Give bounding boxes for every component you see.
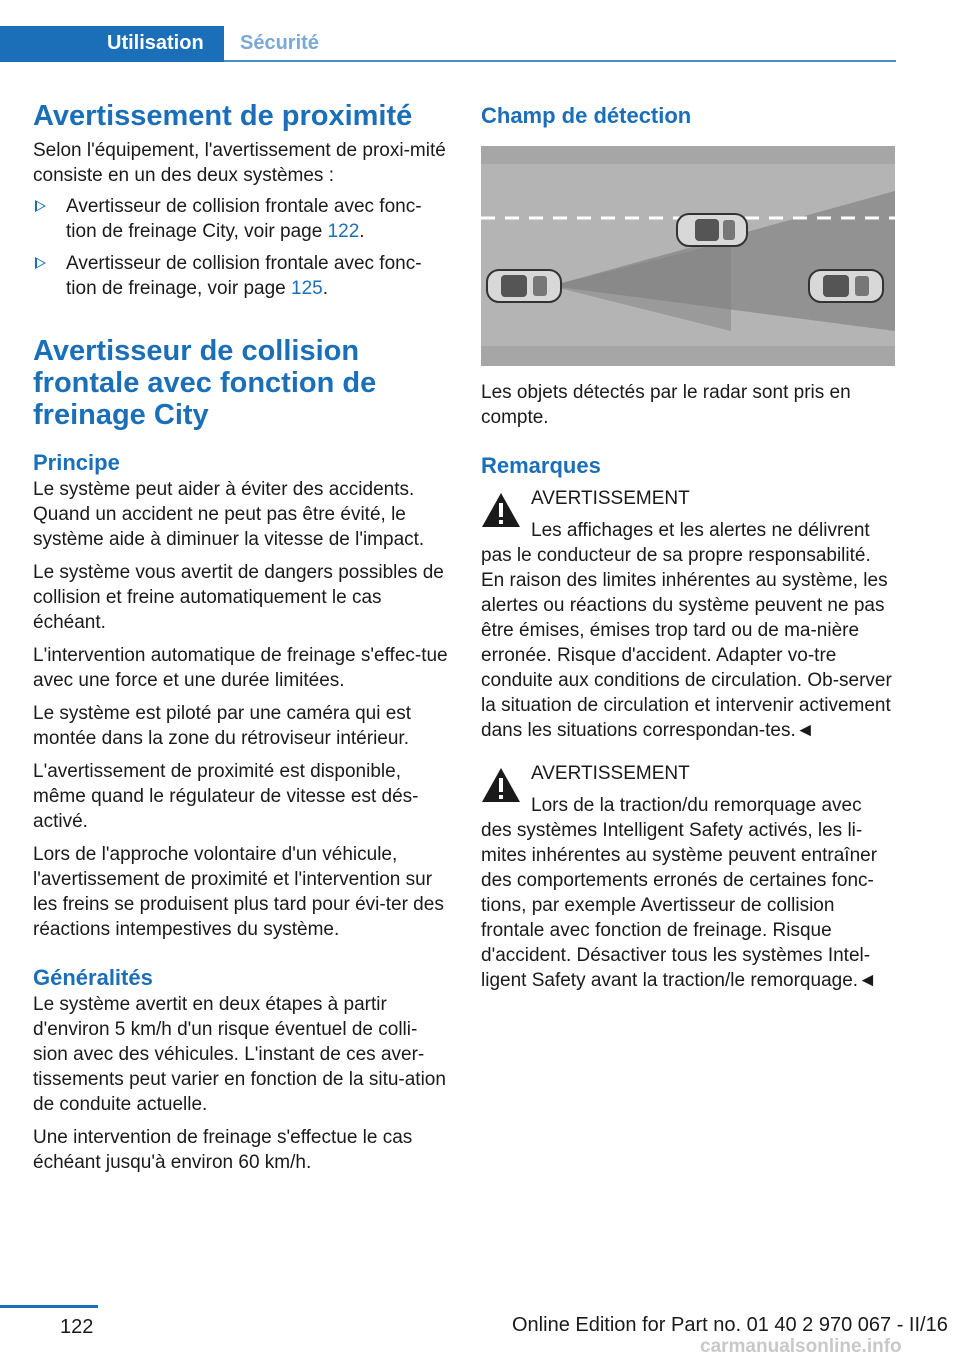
paragraph: L'intervention automatique de freinage s'effec-tue avec une force et une durée limitées.: [33, 645, 448, 691]
car-ahead-same-lane: [809, 270, 883, 302]
paragraph: Le système vous avertit de dangers possibles de collision et freine automatiquement le cas échéant.: [33, 562, 444, 633]
tab-securite[interactable]: Sécurité: [240, 32, 319, 54]
detection-field-illustration: [481, 146, 895, 366]
tab-utilisation[interactable]: [0, 26, 224, 62]
heading-champ-detection: Champ de détection: [481, 103, 692, 128]
paragraph: Le système peut aider à éviter des accidents. Quand un accident ne peut pas être évité, le système aide à diminuer la vitesse de l'impact.: [33, 479, 425, 550]
watermark: carmanualsonline.info: [700, 1336, 902, 1357]
warning-text: [481, 793, 897, 993]
bullet-triangle-icon: [35, 200, 46, 212]
paragraph: Une intervention de freinage s'effectue le cas échéant jusqu'à environ 60 km/h.: [33, 1127, 413, 1173]
intro-paragraph: Selon l'équipement, l'avertissement de proxi-mité consiste en un des deux systèmes :: [33, 140, 446, 186]
page-number-bar: [0, 1305, 98, 1308]
warning-text-first-line: Les affichages et les alertes ne délivrent: [531, 520, 870, 541]
list-item-end: .: [322, 278, 328, 299]
edition-text: Online Edition for Part no. 01 40 2 970 067 - II/16: [512, 1314, 948, 1336]
warning-text: [481, 518, 897, 743]
warning-text-rest: des systèmes Intelligent Safety activés, les li-mites inhérentes au système peuvent entraîner des comportements erronés de certaines fonc-tions, par exemple Avertisseur de collision frontale avec fonction de freinage. Risque d'accident. Désactiver tous les systèmes Intel-ligent Safety avant la traction/le remorquage.◄: [481, 820, 878, 991]
car-ahead-lane: [677, 214, 747, 246]
left-column: [33, 100, 448, 1175]
warning-label: AVERTISSEMENT: [531, 763, 690, 784]
paragraph: Lors de l'approche volontaire d'un véhicule, l'avertissement de proximité et l'intervention sur les freins se produisent plus tard pour évi-ter des réactions intempestives du système.: [33, 844, 444, 940]
right-column: [481, 102, 897, 993]
road-radar-diagram: [481, 146, 895, 366]
warning-text-first-line: Lors de la traction/du remorquage avec: [531, 795, 862, 816]
warning-text-rest: pas le conducteur de sa propre responsabilité. En raison des limites inhérentes au système, les alertes ou réactions du système peuvent ne pas être émises, émises trop tard ou de ma-nière erronée. Risque d'accident. Adapter vo-tre conduite aux conditions de circulation. Ob-server la situation de circulation et intervenir activement dans les situations correspondan-tes.◄: [481, 545, 892, 741]
list-item: [33, 194, 448, 244]
heading-principe: Principe: [33, 450, 120, 475]
tab-utilisation-label: Utilisation: [107, 32, 204, 54]
paragraph: Le système avertit en deux étapes à partir d'environ 5 km/h d'un risque éventuel de colli-sion avec des véhicules. L'instant de ces aver-tissements peut varier en fonction de la situ-ation de conduite actuelle.: [33, 994, 446, 1115]
heading-avertissement-proximite: Avertissement de proximité: [33, 100, 413, 132]
warning-block: [481, 486, 897, 743]
heading-avertisseur-city: Avertisseur de collision frontale avec fonction de freinage City: [33, 335, 377, 431]
page-number: 122: [60, 1316, 94, 1338]
page-link-125[interactable]: 125: [291, 278, 323, 299]
warning-block: [481, 761, 897, 993]
list-item-text: Avertisseur de collision frontale avec fonc-tion de freinage, voir page: [66, 253, 422, 299]
warning-label: AVERTISSEMENT: [531, 488, 690, 509]
heading-generalites: Généralités: [33, 965, 153, 990]
systems-list: [33, 194, 448, 301]
figure-caption: Les objets détectés par le radar sont pris en compte.: [481, 382, 851, 428]
list-item-end: .: [359, 221, 365, 242]
own-car: [487, 270, 561, 302]
paragraph: Le système est piloté par une caméra qui est montée dans la zone du rétroviseur intérieur.: [33, 703, 412, 749]
list-item: [33, 251, 448, 301]
heading-remarques: Remarques: [481, 453, 601, 478]
list-item-text: Avertisseur de collision frontale avec fonc-tion de freinage City, voir page: [66, 196, 422, 242]
paragraph: L'avertissement de proximité est disponible, même quand le régulateur de vitesse est dés-activé.: [33, 761, 419, 832]
bullet-triangle-icon: [35, 257, 46, 269]
chapter-tabbar: [0, 26, 896, 62]
page-link-122[interactable]: 122: [327, 221, 360, 242]
